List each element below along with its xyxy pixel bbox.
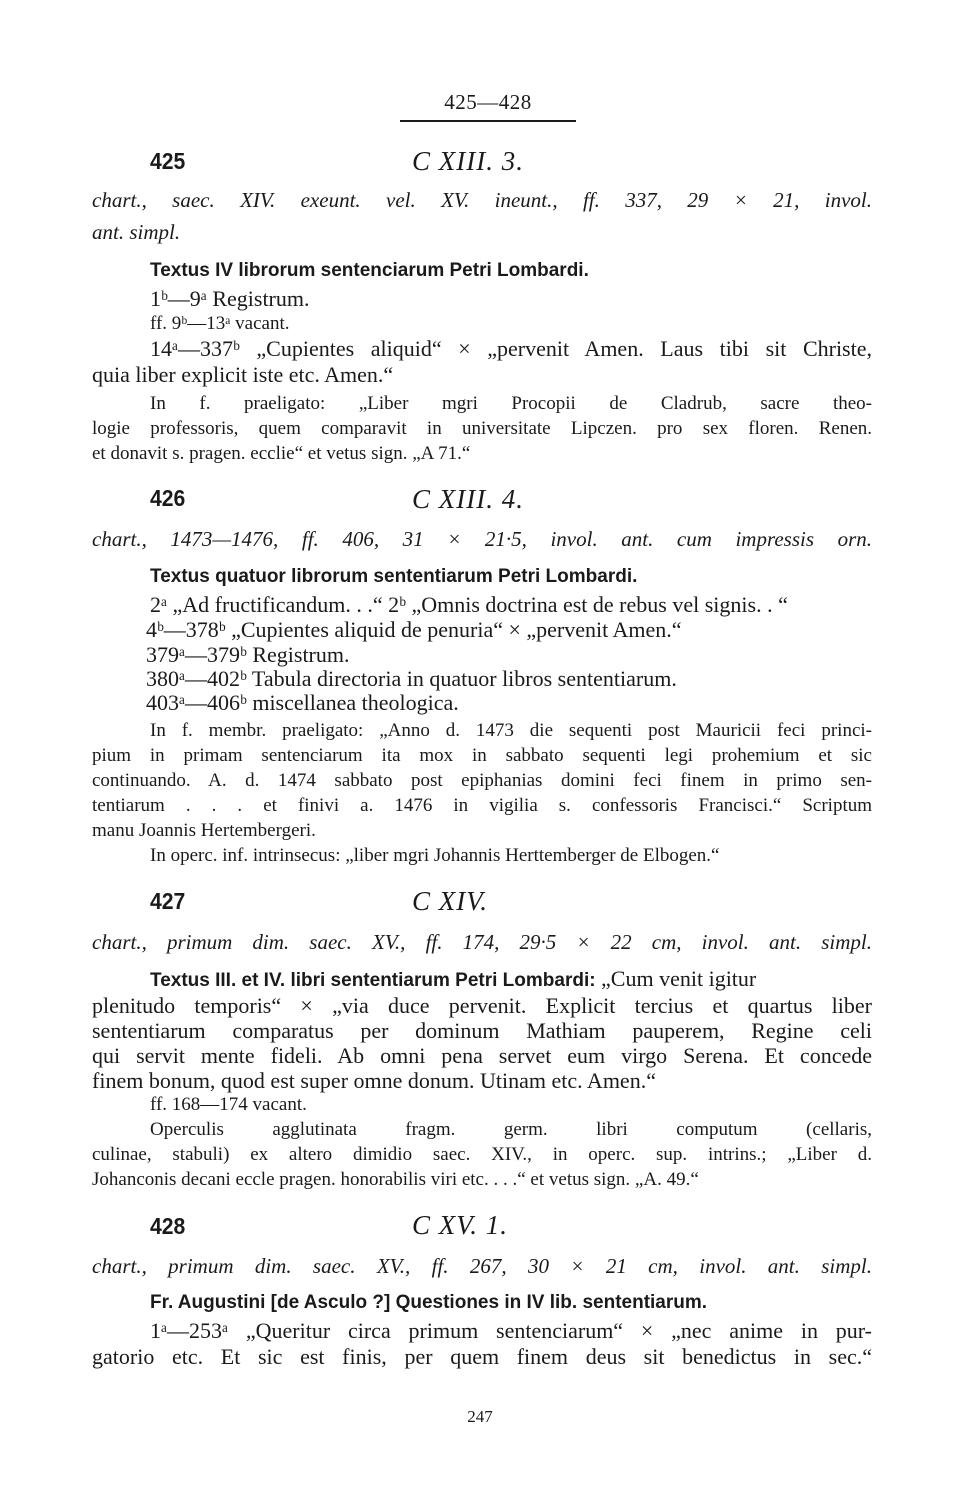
note-line: Johanconis decani eccle pragen. honorabilis viri etc. . . .“ et vetus sign. „A. 49.“ bbox=[92, 1169, 699, 1190]
entry-title: Textus IV librorum sentenciarum Petri Lombardi. bbox=[150, 260, 589, 281]
physical-description: chart., saec. XIV. exeunt. vel. XV. ineunt., ff. 337, 29 × 21, invol. bbox=[92, 188, 872, 212]
incipit: „Cum venit igitur bbox=[601, 966, 757, 991]
header-rule bbox=[400, 120, 576, 122]
contents-line: 1ᵇ—9ᵃ Registrum. bbox=[150, 286, 310, 311]
note-line: In f. praeligato: „Liber mgri Procopii de Cladrub, sacre theo- bbox=[150, 393, 872, 414]
running-head: 425—428 bbox=[444, 90, 532, 114]
entry-number: 425 bbox=[150, 148, 186, 174]
contents-line: 2ᵃ „Ad fructificandum. . .“ 2ᵇ „Omnis doctrina est de rebus vel signis. . “ bbox=[150, 592, 788, 617]
contents-line: 14ᵃ—337ᵇ „Cupientes aliquid“ × „pervenit Amen. Laus tibi sit Christe, bbox=[150, 336, 872, 361]
entry-number: 427 bbox=[150, 888, 186, 914]
note-line: culinae, stabuli) ex altero dimidio saec. XIV., in operc. sup. intrins.; „Liber d. bbox=[92, 1144, 872, 1165]
physical-description: chart., primum dim. saec. XV., ff. 174, 29·5 × 22 cm, invol. ant. simpl. bbox=[92, 930, 872, 954]
contents-line: finem bonum, quod est super omne donum. Utinam etc. Amen.“ bbox=[92, 1068, 656, 1093]
shelfmark: C XIII. 3. bbox=[412, 146, 524, 176]
contents-line: sententiarum comparatus per dominum Mathiam pauperem, Regine celi bbox=[92, 1018, 872, 1043]
shelfmark: C XIII. 4. bbox=[412, 484, 524, 514]
page-number: 247 bbox=[467, 1407, 493, 1426]
entry-title-line bbox=[150, 966, 872, 992]
contents-line: ff. 9ᵇ—13ᵃ vacant. bbox=[150, 313, 290, 334]
note-line: Operculis agglutinata fragm. germ. libri computum (cellaris, bbox=[150, 1119, 872, 1140]
note-line: In f. membr. praeligato: „Anno d. 1473 die sequenti post Mauricii feci princi- bbox=[150, 720, 872, 741]
entry-number: 428 bbox=[150, 1213, 186, 1239]
contents-line: gatorio etc. Et sic est finis, per quem finem deus sit benedictus in sec.“ bbox=[92, 1344, 872, 1369]
note-line: pium in primam sentenciarum ita mox in sabbato sequenti legi prohemium et sic bbox=[92, 745, 872, 766]
note-line: manu Joannis Hertembergeri. bbox=[92, 820, 316, 841]
contents-line: 1ᵃ—253ᵃ „Queritur circa primum sentenciarum“ × „nec anime in pur- bbox=[150, 1318, 872, 1343]
physical-description: chart., primum dim. saec. XV., ff. 267, 30 × 21 cm, invol. ant. simpl. bbox=[92, 1254, 872, 1278]
note-line: In operc. inf. intrinsecus: „liber mgri Johannis Herttemberger de Elbogen.“ bbox=[150, 845, 720, 866]
entry-title: Textus quatuor librorum sententiarum Petri Lombardi. bbox=[150, 566, 638, 587]
shelfmark: C XIV. bbox=[412, 886, 489, 916]
contents-line: quia liber explicit iste etc. Amen.“ bbox=[92, 362, 394, 387]
contents-line: qui servit mente fideli. Ab omni pena servet eum virgo Serena. Et concede bbox=[92, 1043, 872, 1068]
entry-number: 426 bbox=[150, 485, 186, 511]
note-line: et donavit s. pragen. ecclie“ et vetus sign. „A 71.“ bbox=[92, 443, 471, 464]
contents-line: 4ᵇ—378ᵇ „Cupientes aliquid de penuria“ × „pervenit Amen.“ bbox=[146, 617, 682, 642]
entry-title: Textus III. et IV. libri sententiarum Petri Lombardi: bbox=[150, 970, 596, 991]
shelfmark: C XV. 1. bbox=[412, 1210, 509, 1240]
note-line: logie professoris, quem comparavit in universitate Lipczen. pro sex floren. Renen. bbox=[92, 418, 872, 439]
note-line: continuando. A. d. 1474 sabbato post epiphanias domini feci finem in primo sen- bbox=[92, 770, 872, 791]
contents-line: 403ᵃ—406ᵇ miscellanea theologica. bbox=[146, 690, 459, 715]
physical-description: ant. simpl. bbox=[92, 220, 181, 244]
note-line: ff. 168—174 vacant. bbox=[150, 1094, 307, 1115]
note-line: tentiarum . . . et finivi a. 1476 in vigilia s. confessoris Francisci.“ Scriptum bbox=[92, 795, 872, 816]
physical-description: chart., 1473—1476, ff. 406, 31 × 21·5, invol. ant. cum impressis orn. bbox=[92, 527, 872, 551]
contents-line: 380ᵃ—402ᵇ Tabula directoria in quatuor libros sententiarum. bbox=[146, 666, 677, 691]
contents-line: 379ᵃ—379ᵇ Registrum. bbox=[146, 642, 350, 667]
contents-line: plenitudo temporis“ × „via duce pervenit. Explicit tercius et quartus liber bbox=[92, 993, 872, 1018]
entry-title: Fr. Augustini [de Asculo ?] Questiones in IV lib. sententiarum. bbox=[150, 1292, 708, 1313]
